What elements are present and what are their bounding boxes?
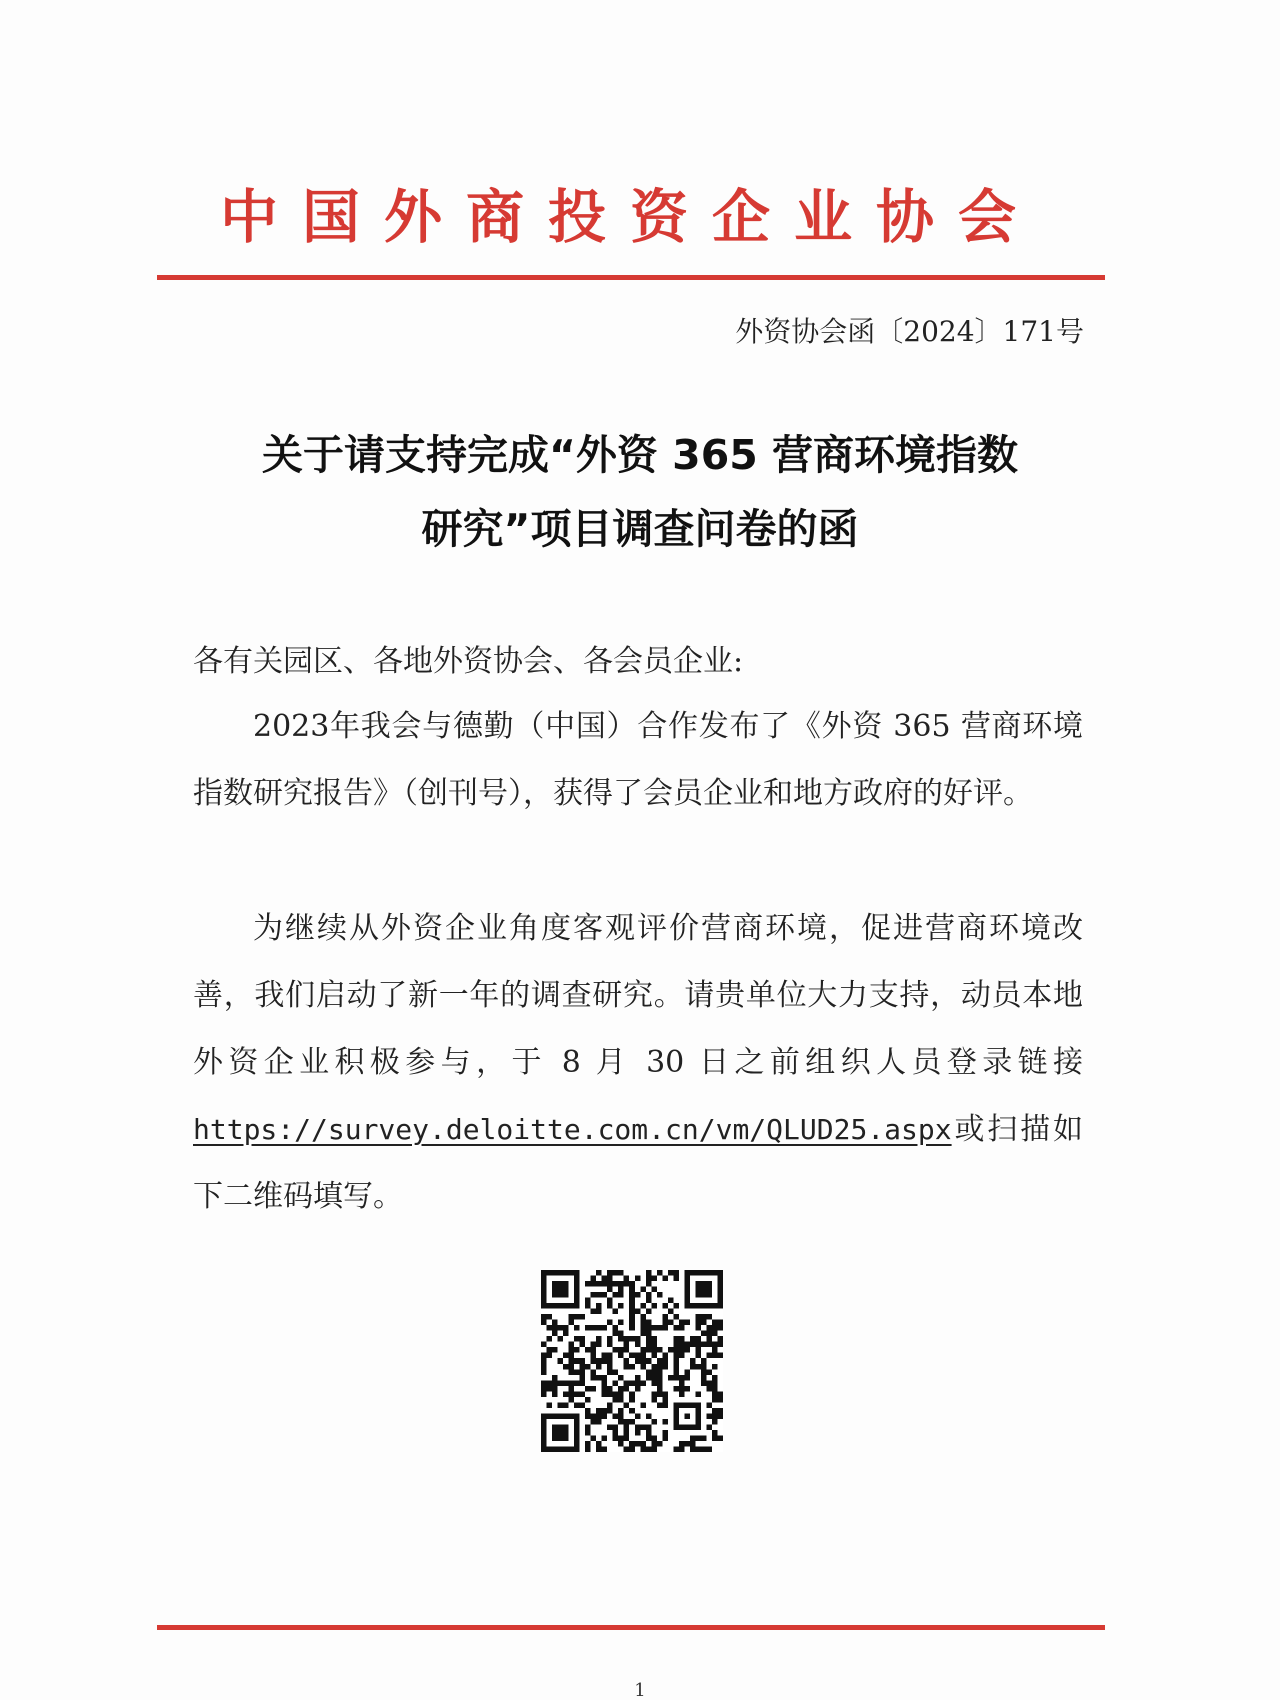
qr-code-icon <box>541 1270 723 1452</box>
letterhead-red-rule <box>157 275 1105 280</box>
title-line-2: 研究”项目调查问卷的函 <box>421 505 859 553</box>
salutation: 各有关园区、各地外资协会、各会员企业: <box>193 644 744 679</box>
document-title <box>190 418 1090 566</box>
paragraph-2-ending: 或扫描如下二维码填写。 <box>193 1112 1083 1214</box>
footer-red-rule <box>157 1625 1105 1630</box>
document-number: 外资协会函〔2024〕171号 <box>735 315 1084 348</box>
paragraph-2 <box>193 895 1083 1230</box>
paragraph-2-text: 为继续从外资企业角度客观评价营商环境，促进营商环境改善，我们启动了新一年的调查研究。请贵单位大力支持，动员本地外资企业积极参与，于 8 月 30 日之前组织人员登录链接 <box>193 911 1083 1080</box>
qr-code-graphic <box>541 1270 723 1452</box>
paragraph-1: 2023年我会与德勤（中国）合作发布了《外资 365 营商环境指数研究报告》（创刊号），获得了会员企业和地方政府的好评。 <box>193 709 1083 811</box>
page-number: 1 <box>634 1680 646 1701</box>
letterhead-org-name: 中国外商投资企业协会 <box>219 183 1040 251</box>
survey-link[interactable]: https://survey.deloitte.com.cn/vm/QLUD25.aspx <box>193 1113 952 1146</box>
title-line-1: 关于请支持完成“外资 365 营商环境指数 <box>261 431 1019 479</box>
